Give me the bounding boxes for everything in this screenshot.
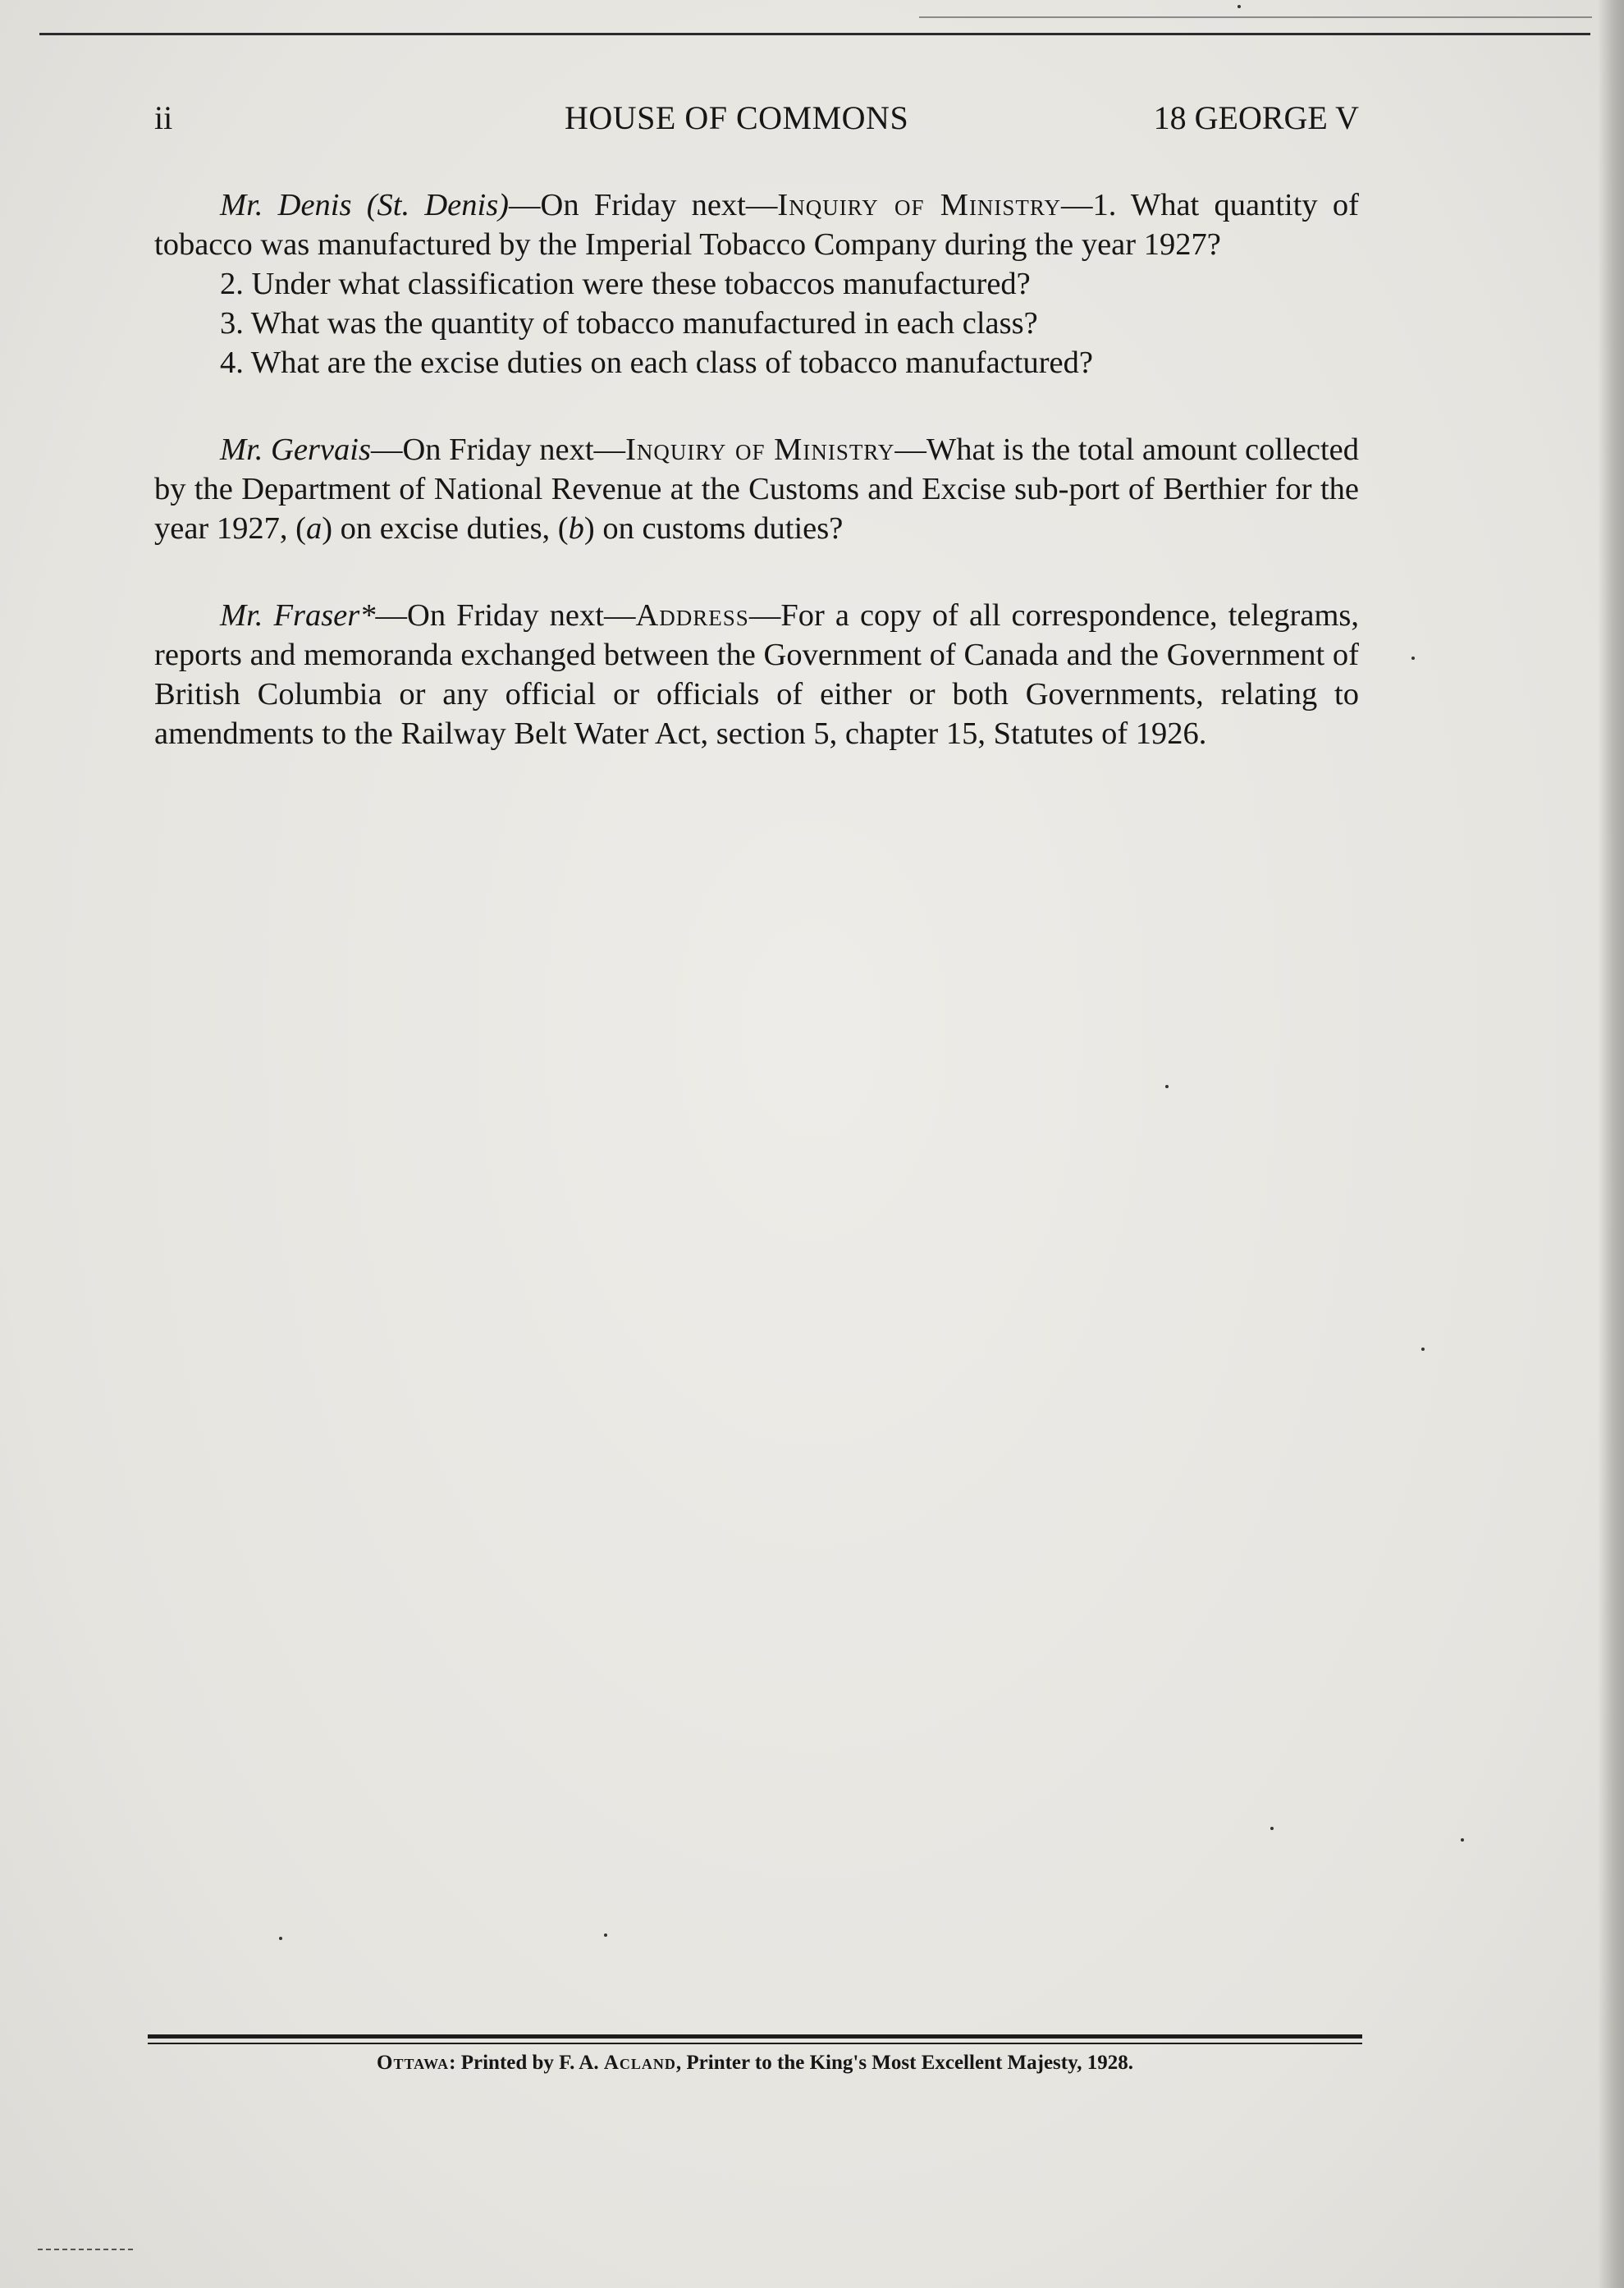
ink-speck	[279, 1937, 282, 1940]
motion-lead: —On Friday next—	[509, 188, 778, 222]
motion-lead: —On Friday next—	[375, 598, 636, 633]
imprint-text: : Printed by F. A.	[449, 2052, 604, 2074]
motion-paragraph	[154, 185, 1359, 264]
mover-name: Mr. Denis (St. Denis)	[220, 188, 510, 222]
top-rule	[39, 33, 1590, 35]
sub-item-letter: a	[305, 511, 323, 546]
ink-speck	[604, 1933, 607, 1937]
motion-denis	[154, 185, 1359, 382]
printer-imprint	[148, 2047, 1362, 2080]
ink-speck	[1461, 1838, 1464, 1842]
imprint-rule	[148, 2034, 1362, 2039]
motion-kind: Inquiry of Ministry	[777, 188, 1061, 222]
corner-mark	[38, 2249, 133, 2250]
question-item: 2. Under what classification were these tobaccos manufactured?	[220, 267, 1031, 301]
question-item: 4. What are the excise duties on each class of tobacco manufactured?	[220, 345, 1093, 380]
page-edge-shadow	[1598, 0, 1624, 2288]
notice-body	[154, 185, 1359, 801]
motion-kind: Address	[635, 598, 749, 633]
motion-text: —What is the total amount collected by the Department of National Revenue at the Customs and Excise sub-port of Berthier for the year 1927, (	[154, 432, 1359, 546]
ink-speck	[1421, 1348, 1425, 1351]
motion-fraser	[154, 596, 1359, 753]
imprint-tail: , Printer to the King's Most Excellent Majesty, 1928.	[675, 2052, 1133, 2074]
question-item: 3. What was the quantity of tobacco manufactured in each class?	[220, 306, 1038, 341]
motion-paragraph	[154, 596, 1359, 753]
motion-paragraph	[154, 430, 1359, 548]
motion-text: ) on excise duties, (	[322, 511, 569, 546]
page-folio: ii	[154, 99, 173, 136]
ink-speck	[1411, 657, 1415, 660]
ink-speck	[1165, 1085, 1169, 1088]
running-header	[154, 94, 1359, 143]
ink-speck	[1237, 5, 1241, 8]
ink-speck	[1270, 1827, 1274, 1830]
header-reign: 18 GEORGE V	[1153, 99, 1359, 136]
mover-name: Mr. Fraser*	[220, 598, 376, 633]
mover-name: Mr. Gervais	[220, 432, 371, 467]
motion-gervais	[154, 430, 1359, 548]
motion-text: —For a copy of all correspondence, telegrams, reports and memoranda exchanged between the Government of Canada and the Government of British Columbia or any official or officials of either or both Governments, relating to amendments to the Railway Belt Water Act, section 5, chapter 15, Statutes of 1926.	[154, 598, 1360, 751]
sub-item-letter: b	[568, 511, 584, 546]
imprint-printer: Acland	[603, 2052, 676, 2074]
motion-kind: Inquiry of Ministry	[625, 432, 895, 467]
motion-lead: —On Friday next—	[370, 432, 626, 467]
motion-text: ) on customs duties?	[583, 511, 844, 546]
motion-text: —1. What quantity of tobacco was manufactured by the Imperial Tobacco Company during the year 1927?	[154, 188, 1359, 262]
imprint-rule-thin	[148, 2043, 1362, 2044]
imprint-place: Ottawa	[377, 2052, 450, 2074]
top-faint-rule	[919, 16, 1592, 18]
header-title: HOUSE OF COMMONS	[565, 99, 909, 136]
